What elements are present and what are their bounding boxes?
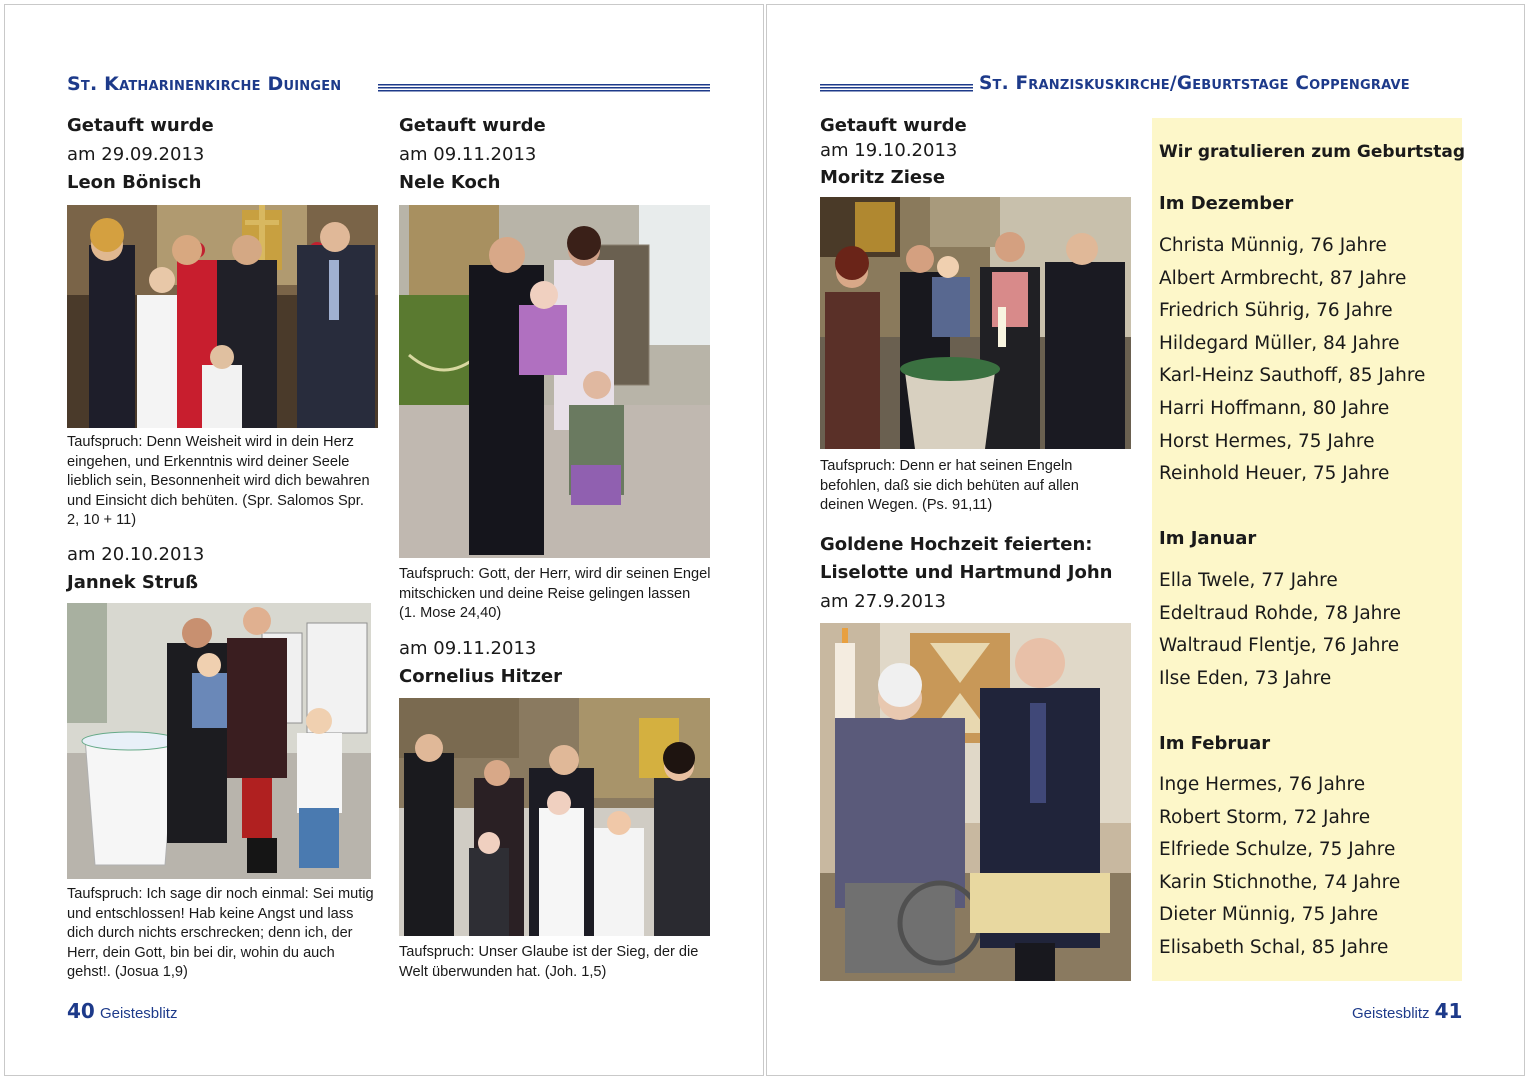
header-church-name: St. Katharinenkirche	[67, 73, 261, 95]
caption-leon-boenisch: Taufspruch: Denn Weisheit wird in dein Herz eingehen, und Erkenntnis wird deiner Seele lieblich sein, Besonnenheit wird dich bewahren und Einsicht dich behüten. (Spr. Salomos Spr. 2, 10 + 11)	[67, 434, 370, 528]
photo-moritz-ziese	[820, 197, 1131, 449]
birthday-entry: Karl-Heinz Sauthoff, 85 Jahre	[1159, 365, 1426, 387]
birthday-entry: Waltraud Flentje, 76 Jahre	[1159, 635, 1400, 657]
caption-jannek-struss: Taufspruch: Ich sage dir noch einmal: Sei mutig und entschlossen! Hab keine Angst und lass dich durch nichts erschrecken; denn ich, der Herr, dein Gott, bin bei dir, wohin du auch gehst!. (Josua 1,9)	[67, 886, 374, 980]
wedding-couple: Liselotte und Hartmund John	[820, 562, 1113, 583]
birthday-entry: Reinhold Heuer, 75 Jahre	[1159, 463, 1390, 485]
birthday-entry: Elfriede Schulze, 75 Jahre	[1159, 839, 1396, 861]
baptism-date: am 09.11.2013	[399, 144, 537, 165]
baptism-name: Jannek Struß	[67, 572, 199, 593]
header-birthdays: Geburtstage Coppengrave	[1176, 73, 1410, 94]
birthday-entry: Ella Twele, 77 Jahre	[1159, 570, 1338, 591]
header-rule	[820, 84, 973, 93]
page-number: 41	[1434, 999, 1463, 1023]
header-church-name: St. Franziskuskirche	[979, 73, 1170, 94]
baptism-heading: Getauft wurde	[820, 115, 967, 136]
left-page-footer	[67, 999, 177, 1023]
baptism-date: am 09.11.2013	[399, 638, 537, 659]
birthday-entry: Dieter Münnig, 75 Jahre	[1159, 904, 1379, 926]
right-page-footer	[1352, 999, 1462, 1023]
baptism-heading: Getauft wurde	[67, 115, 214, 136]
baptism-name: Cornelius Hitzer	[399, 666, 563, 687]
magazine-name: Geistesblitz	[1352, 1005, 1430, 1022]
birthday-title	[1159, 142, 1465, 162]
baptism-heading: Getauft wurde	[399, 115, 546, 136]
photo-golden-wedding	[820, 623, 1131, 981]
baptism-name: Moritz Ziese	[820, 167, 946, 188]
birthday-list-december	[1159, 230, 1425, 491]
birthday-entry: Karin Stichnothe, 74 Jahre	[1159, 871, 1401, 893]
baptism-name: Leon Bönisch	[67, 172, 202, 193]
birthday-entry: Christa Münnig, 76 Jahre	[1159, 235, 1387, 256]
birthday-list-february	[1159, 769, 1400, 965]
birthday-entry: Ilse Eden, 73 Jahre	[1159, 667, 1332, 689]
wedding-date: am 27.9.2013	[820, 591, 946, 612]
left-page-header	[67, 73, 341, 95]
caption-moritz-ziese: Taufspruch: Denn er hat seinen Engeln befohlen, daß sie dich behüten auf allen deinen Wegen. (Ps. 91,11)	[820, 458, 1079, 513]
birthday-entry: Inge Hermes, 76 Jahre	[1159, 774, 1366, 795]
month-heading-december: Im Dezember	[1159, 193, 1294, 214]
birthday-entry: Hildegard Müller, 84 Jahre	[1159, 332, 1400, 354]
right-page-header	[979, 73, 1410, 94]
baptism-date: am 29.09.2013	[67, 144, 205, 165]
header-slash: /	[1169, 73, 1177, 94]
birthday-title-text: Wir gratulieren zum Geburtstag	[1159, 142, 1466, 162]
baptism-date: am 19.10.2013	[820, 140, 958, 161]
header-rule	[378, 84, 710, 93]
birthday-entry: Albert Armbrecht, 87 Jahre	[1159, 267, 1407, 289]
photo-cornelius-hitzer	[399, 698, 710, 936]
photo-jannek-struss	[67, 603, 371, 879]
caption-cornelius-hitzer: Taufspruch: Unser Glaube ist der Sieg, der die Welt überwunden hat. (Joh. 1,5)	[399, 944, 699, 980]
month-heading-january: Im Januar	[1159, 528, 1257, 549]
birthday-entry: Elisabeth Schal, 85 Jahre	[1159, 936, 1389, 958]
baptism-name: Nele Koch	[399, 172, 501, 193]
caption-nele-koch: Taufspruch: Gott, der Herr, wird dir seinen Engel mitschicken und deine Reise gelingen lassen (1. Mose 24,40)	[399, 566, 711, 621]
month-heading-february: Im Februar	[1159, 733, 1271, 754]
baptism-date: am 20.10.2013	[67, 544, 205, 565]
birthday-entry: Harri Hoffmann, 80 Jahre	[1159, 397, 1390, 419]
birthday-entry: Horst Hermes, 75 Jahre	[1159, 430, 1375, 452]
magazine-name: Geistesblitz	[99, 1005, 178, 1022]
photo-nele-koch	[399, 205, 710, 558]
header-location: Duingen	[267, 73, 342, 95]
birthday-entry: Robert Storm, 72 Jahre	[1159, 806, 1371, 828]
birthday-entry: Edeltraud Rohde, 78 Jahre	[1159, 602, 1401, 624]
birthday-entry: Friedrich Sührig, 76 Jahre	[1159, 300, 1393, 322]
birthday-list-january	[1159, 565, 1401, 695]
photo-leon-boenisch	[67, 205, 378, 428]
page-number: 40	[67, 999, 95, 1023]
wedding-heading: Goldene Hochzeit feierten:	[820, 534, 1093, 555]
